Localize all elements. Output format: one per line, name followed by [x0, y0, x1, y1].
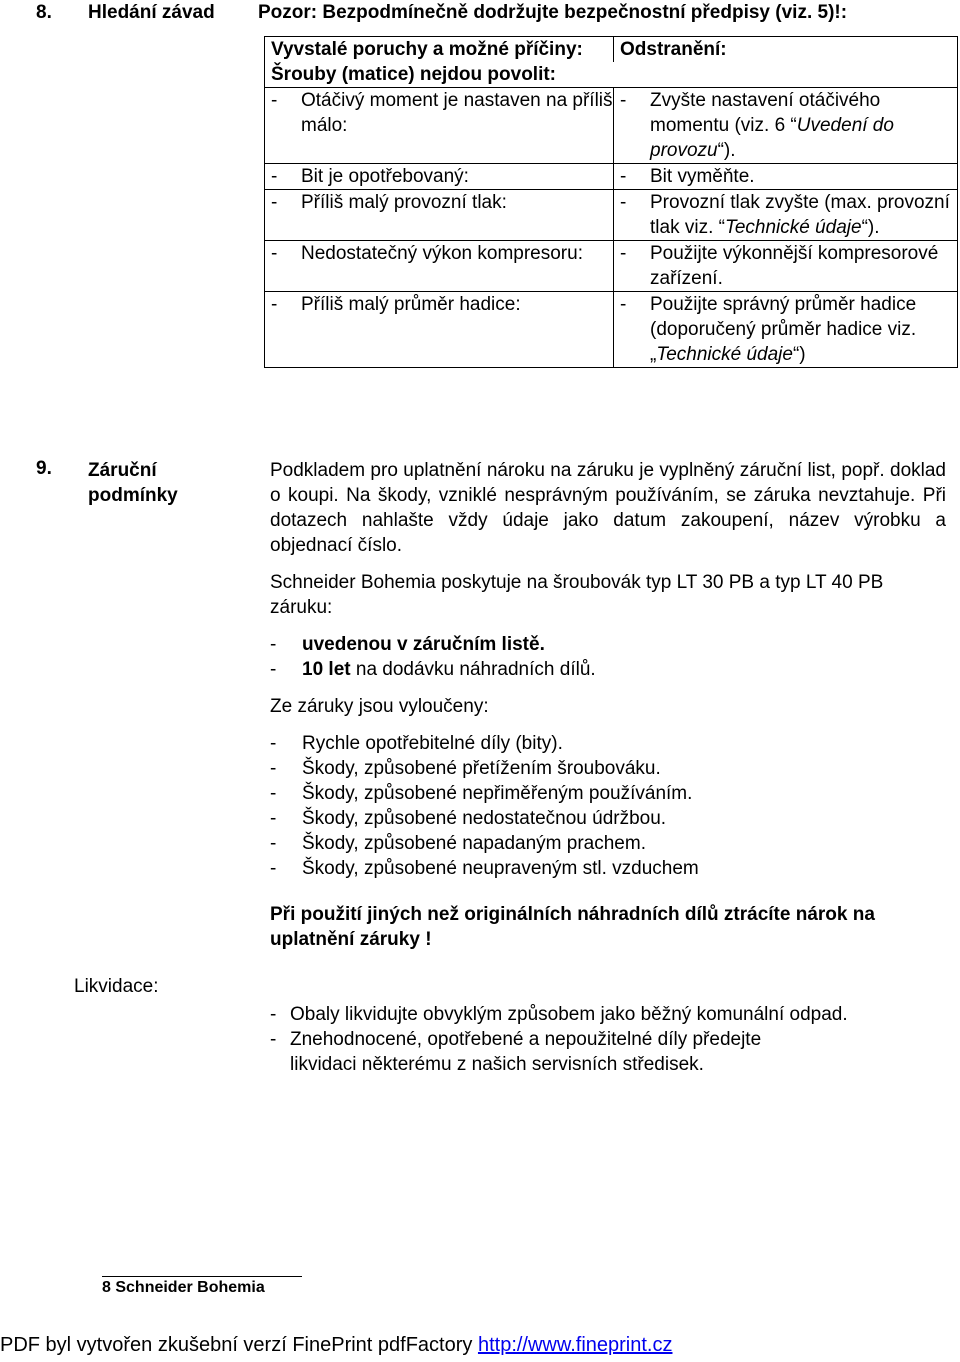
cause-text: Bit je opotřebovaný: — [301, 166, 469, 187]
exclusion-item: Škody, způsobené nepřiměřeným používáním. — [302, 783, 693, 804]
disposal-item-1: Obaly likvidujte obvyklým způsobem jako běžný komunální odpad. — [290, 1004, 848, 1025]
dash: - — [270, 634, 277, 655]
exclusion-item: Škody, způsobené neupraveným stl. vzduchem — [302, 858, 699, 879]
list-item — [270, 856, 946, 881]
dash: - — [620, 294, 627, 315]
pdf-factory-note — [0, 1334, 672, 1357]
dash: - — [270, 733, 277, 754]
header-fix: Odstranění: — [614, 37, 958, 63]
fix-reference: Technické údaje — [656, 344, 793, 365]
guarantee-item-2 — [302, 657, 596, 682]
list-item — [270, 632, 946, 657]
disposal-body — [270, 1002, 960, 1077]
fix-end: “). — [717, 140, 736, 161]
pdf-note-text: PDF byl vytvořen zkušební verzí FinePrint pdfFactory — [0, 1334, 478, 1356]
warranty-paragraph-2: Schneider Bohemia poskytuje na šroubovák typ LT 30 PB a typ LT 40 PB záruku: — [270, 572, 884, 618]
disposal-item-2-line-2: likvidaci některému z našich servisních středisek. — [290, 1054, 704, 1075]
dash: - — [270, 833, 277, 854]
dash: - — [270, 808, 277, 829]
guarantee-item-1: uvedenou v záručním listě. — [302, 634, 545, 655]
dash: - — [271, 192, 278, 213]
dash: - — [270, 659, 277, 680]
list-item — [270, 1002, 960, 1027]
fix-main: Použijte správný průměr hadice (doporučený průměr hadice viz. „ — [650, 294, 917, 365]
dash: - — [620, 192, 627, 213]
dash: - — [270, 1029, 277, 1050]
fix-text: Použijte výkonnější kompresorové zařízení. — [650, 243, 939, 289]
list-item — [270, 781, 946, 806]
warranty-body — [270, 458, 946, 881]
cause-text: Otáčivý moment je nastaven na příliš málo: — [301, 90, 613, 136]
exclusion-item: Škody, způsobené přetížením šroubováku. — [302, 758, 661, 779]
spare-parts-warning: Při použití jiných než originálních náhradních dílů ztrácíte nárok na uplatnění záruky ! — [270, 904, 875, 950]
fix-text — [650, 88, 957, 163]
list-item — [270, 806, 946, 831]
fix-text — [650, 190, 957, 240]
dash: - — [620, 243, 627, 264]
fix-reference: Uvedení do provozu — [650, 115, 894, 161]
warranty-paragraph-1: Podkladem pro uplatnění nároku na záruku je vyplněný záruční list, popř. doklad o koupi. Na škody, vzniklé nesprávným používáním, se záruka nevztahuje. Při dotazech nahlašte vždy údaje jako datum zakoupení, název výrobku a objednací číslo. — [270, 460, 946, 556]
list-item — [270, 756, 946, 781]
dash: - — [271, 243, 278, 264]
list-item — [270, 831, 946, 856]
footer-rule — [102, 1276, 302, 1277]
list-item — [270, 1027, 960, 1052]
dash: - — [271, 166, 278, 187]
disposal-label: Likvidace: — [74, 976, 159, 997]
list-item — [270, 657, 946, 682]
page-footer: 8 Schneider Bohemia — [102, 1279, 265, 1296]
dash: - — [270, 858, 277, 879]
exclusion-item: Rychle opotřebitelné díly (bity). — [302, 733, 563, 754]
dash: - — [271, 90, 278, 111]
section-8-title: Hledání závad — [88, 2, 215, 23]
fix-end: “) — [792, 344, 806, 365]
fix-text — [650, 292, 957, 367]
table-row — [265, 88, 958, 164]
guarantee-item-2-rest: na dodávku náhradních dílů. — [350, 659, 596, 680]
table-row — [265, 241, 958, 292]
cause-text: Příliš malý provozní tlak: — [301, 192, 507, 213]
fineprint-link[interactable]: http://www.fineprint.cz — [477, 1334, 673, 1356]
fix-main: Provozní tlak zvyšte (max. provozní tlak viz. “ — [650, 192, 950, 238]
fault-table — [264, 36, 958, 368]
exclusions-title: Ze záruky jsou vyloučeny: — [270, 696, 489, 717]
header-cause: Vyvstalé poruchy a možné příčiny: — [265, 37, 614, 63]
safety-warning: Pozor: Bezpodmínečně dodržujte bezpečnostní předpisy (viz. 5)!: — [258, 2, 848, 23]
dash: - — [270, 783, 277, 804]
exclusion-item: Škody, způsobené napadaným prachem. — [302, 833, 646, 854]
table-row — [265, 164, 958, 190]
table-row — [265, 292, 958, 368]
group-title: Šrouby (matice) nejdou povolit: — [265, 62, 958, 88]
fix-end: “). — [861, 217, 880, 238]
table-row — [265, 190, 958, 241]
dash: - — [271, 294, 278, 315]
table-group-row — [265, 62, 958, 88]
fix-main: Zvyšte nastavení otáčivého momentu (viz. 6 “ — [650, 90, 881, 136]
guarantee-item-2-bold: 10 let — [302, 659, 351, 680]
fix-reference: Technické údaje — [724, 217, 862, 238]
fix-text: Bit vyměňte. — [650, 166, 755, 187]
list-item — [270, 731, 946, 756]
dash: - — [270, 758, 277, 779]
exclusion-item: Škody, způsobené nedostatečnou údržbou. — [302, 808, 667, 829]
section-9-number: 9. — [36, 458, 52, 479]
section-9-title: Záruční podmínky — [88, 460, 178, 506]
dash: - — [620, 166, 627, 187]
table-header-row — [265, 37, 958, 63]
dash: - — [620, 90, 627, 111]
cause-text: Příliš malý průměr hadice: — [301, 294, 521, 315]
cause-text: Nedostatečný výkon kompresoru: — [301, 243, 583, 264]
section-8-number: 8. — [36, 2, 52, 23]
dash: - — [270, 1004, 277, 1025]
disposal-item-2-line-1: Znehodnocené, opotřebené a nepoužitelné díly předejte — [290, 1029, 762, 1050]
